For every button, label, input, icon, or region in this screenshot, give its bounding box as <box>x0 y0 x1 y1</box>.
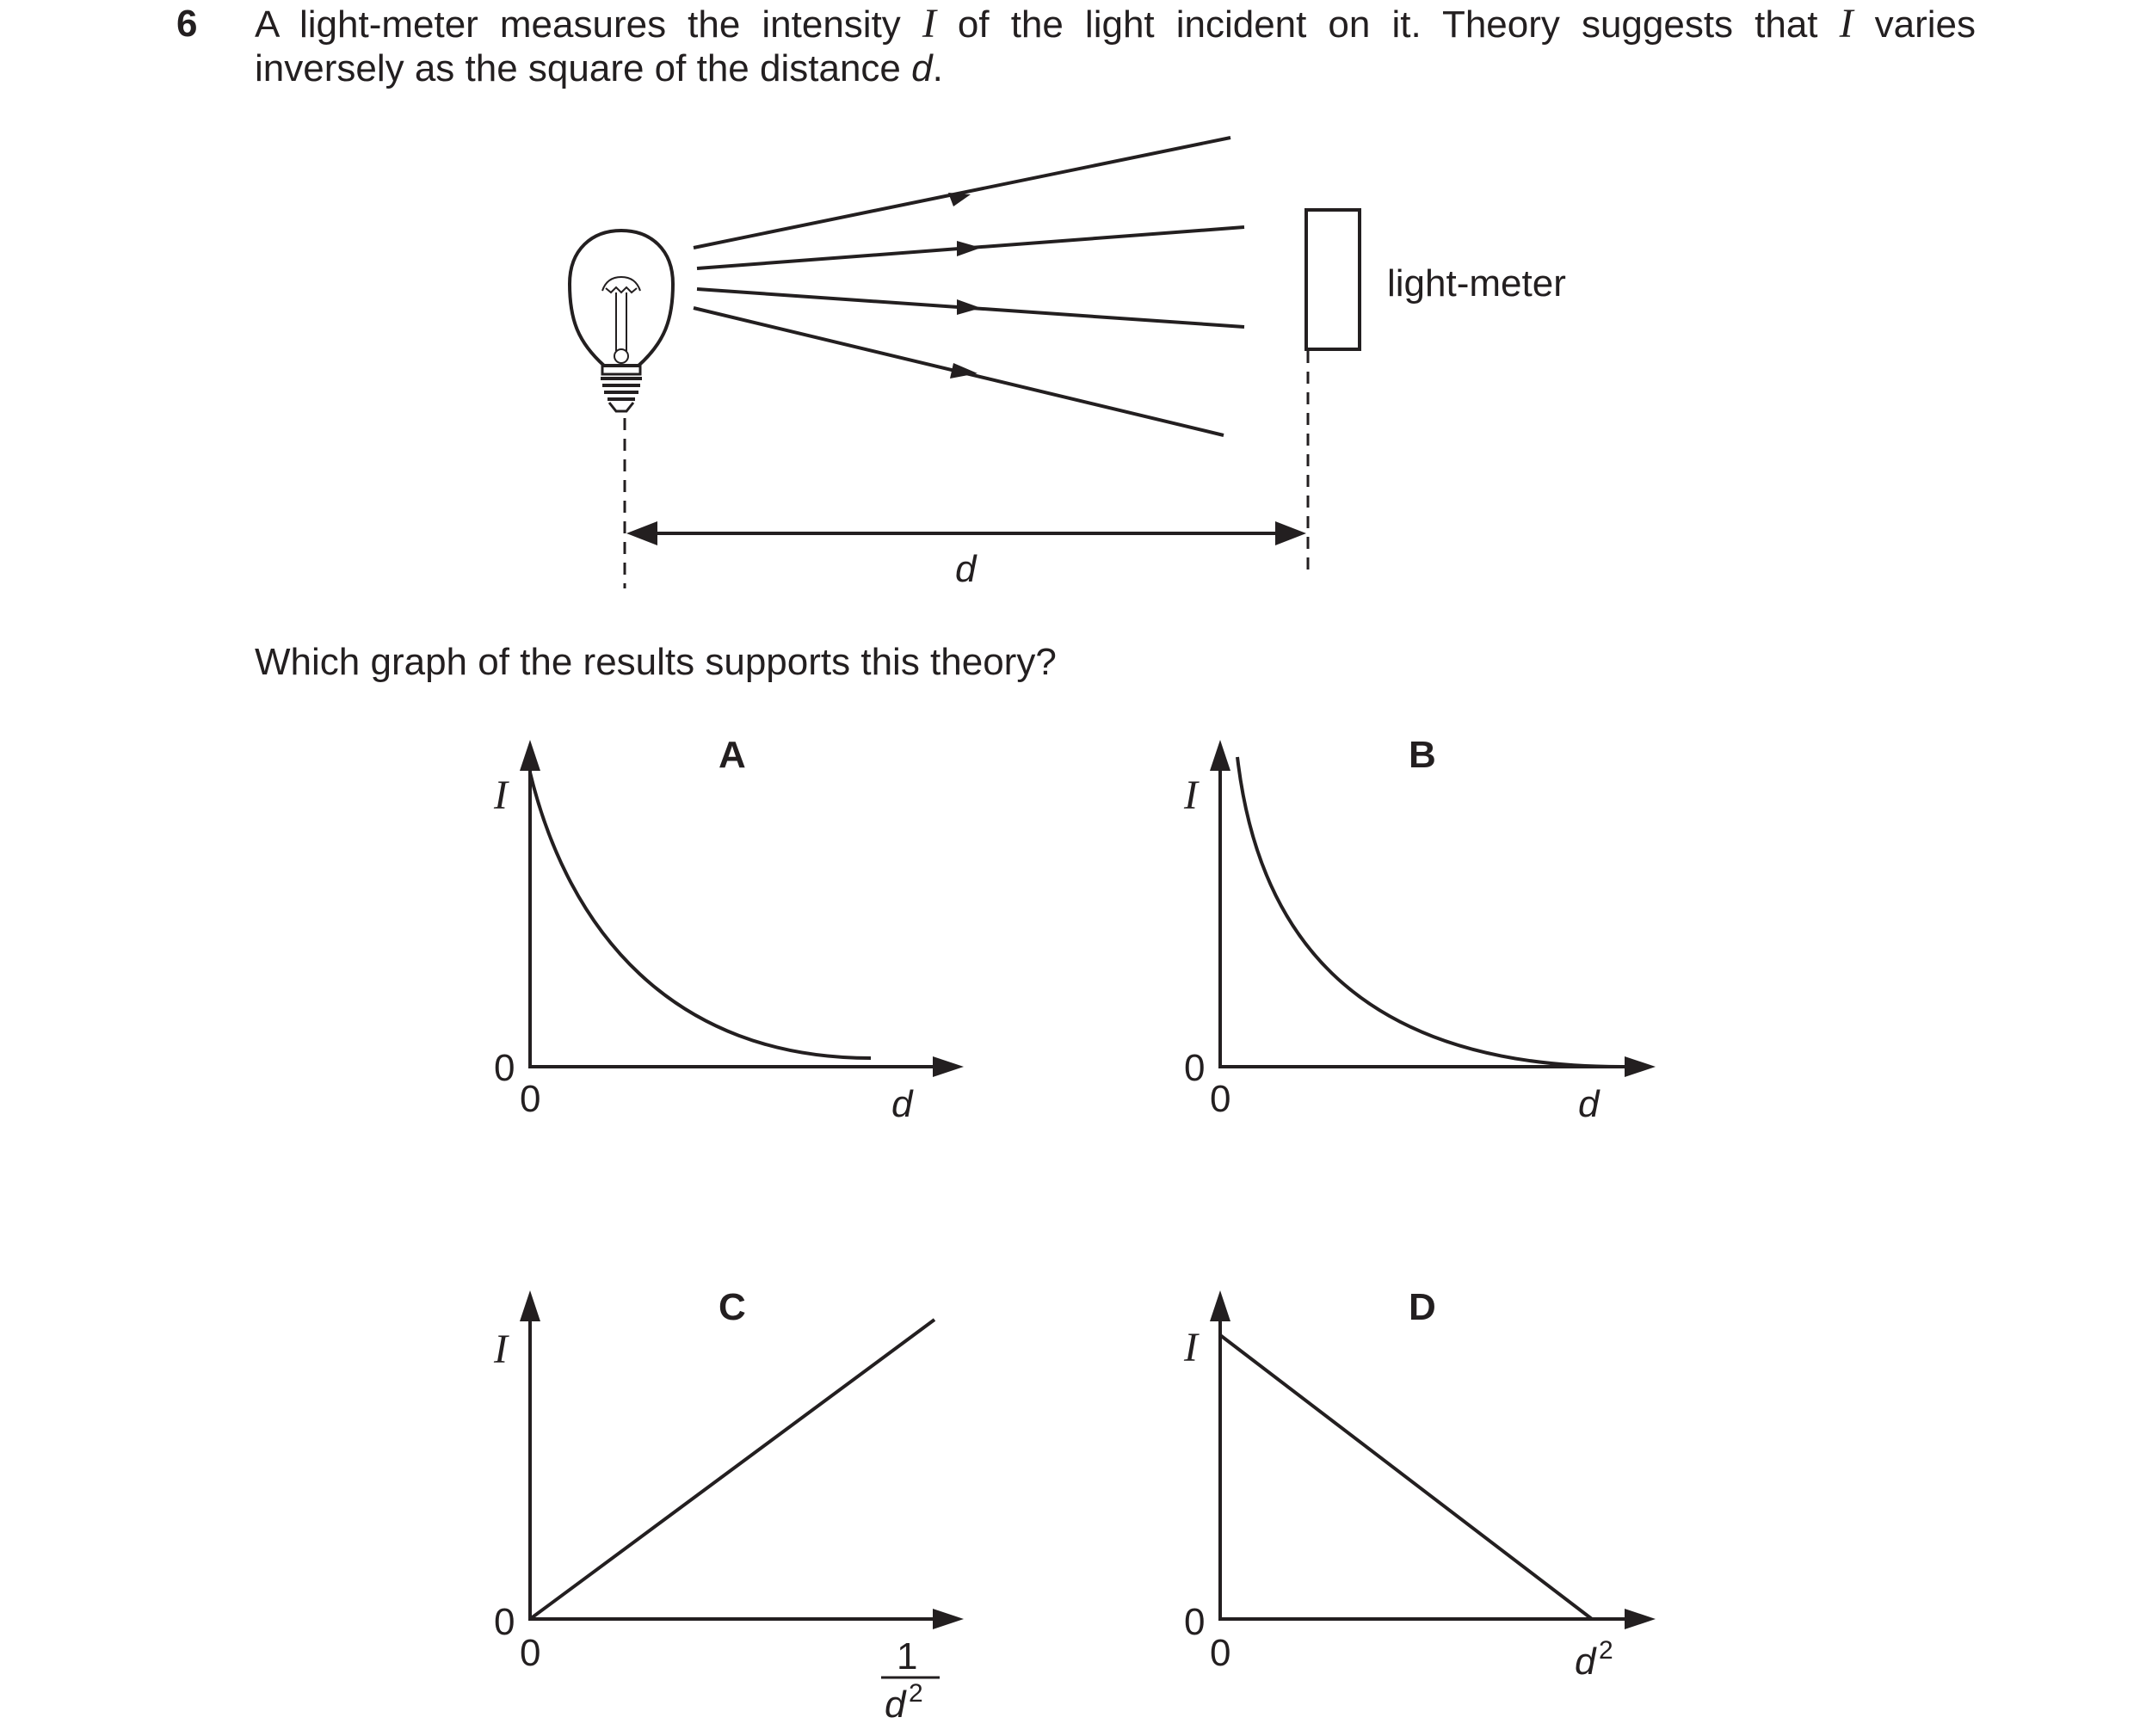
y-origin-label: 0 <box>494 1601 515 1643</box>
graph-letter: C <box>719 1286 746 1328</box>
x-origin-label: 0 <box>1210 1632 1231 1674</box>
y-origin-label: 0 <box>1184 1047 1206 1089</box>
y-axis-arrow-icon <box>520 1290 540 1321</box>
x-axis-label: d <box>1575 1641 1596 1683</box>
y-axis-arrow-icon <box>520 740 540 771</box>
x-axis-label-denominator: d <box>885 1684 906 1726</box>
ray-arrow-icon <box>957 241 981 256</box>
graph-b <box>1183 734 1656 1125</box>
y-axis-label: I <box>1184 773 1198 818</box>
ray-arrowheads <box>948 193 981 379</box>
x-axis-label-exponent: 2 <box>1599 1636 1613 1665</box>
ray <box>694 138 1230 248</box>
light-meter <box>1306 210 1360 349</box>
x-origin-label: 0 <box>1210 1078 1231 1120</box>
x-axis-arrow-icon <box>1625 1609 1656 1629</box>
distance-label: d <box>955 548 977 590</box>
y-axis-label: I <box>494 773 508 818</box>
light-meter-label: light-meter <box>1387 262 1566 305</box>
x-axis-label: d <box>1578 1083 1600 1125</box>
x-origin-label: 0 <box>520 1632 541 1674</box>
x-axis-label-numerator: 1 <box>897 1635 918 1678</box>
y-axis-arrow-icon <box>1210 740 1230 771</box>
x-axis-arrow-icon <box>933 1609 964 1629</box>
graph-letter: A <box>719 734 746 776</box>
x-axis-label: d <box>891 1083 913 1125</box>
arrow-left-icon <box>626 521 657 545</box>
symbol-intensity: I <box>922 1 936 46</box>
straight-line <box>530 1320 934 1619</box>
graph-letter: D <box>1409 1286 1436 1328</box>
arrow-right-icon <box>1275 521 1306 545</box>
symbol-intensity: I <box>1839 1 1853 46</box>
x-origin-label: 0 <box>520 1078 541 1120</box>
light-rays <box>694 138 1244 435</box>
straight-line <box>1220 1335 1592 1619</box>
x-axis-arrow-icon <box>1625 1056 1656 1077</box>
light-bulb-icon <box>570 231 673 411</box>
graph-a <box>493 734 964 1125</box>
graph-letter: B <box>1409 734 1436 776</box>
curve <box>530 773 871 1058</box>
y-axis-label: I <box>1184 1325 1198 1370</box>
question-stem-line1: A light-meter measures the intensity I of the light incident on it. Theory suggests that I varies <box>255 1 1977 46</box>
graph-c <box>493 1286 964 1726</box>
x-axis-label-exponent: 2 <box>909 1679 923 1708</box>
y-origin-label: 0 <box>494 1047 515 1089</box>
x-axis-arrow-icon <box>933 1056 964 1077</box>
question-number: 6 <box>176 3 198 45</box>
symbol-distance: d <box>911 47 933 89</box>
y-axis-arrow-icon <box>1210 1290 1230 1321</box>
ray-arrow-icon <box>957 299 981 315</box>
graph-d <box>1183 1286 1656 1683</box>
curve <box>1237 757 1621 1067</box>
ray-arrow-icon <box>948 193 971 206</box>
y-origin-label: 0 <box>1184 1601 1206 1643</box>
y-axis-label: I <box>494 1327 508 1372</box>
light-diagram <box>570 138 1566 590</box>
question-prompt: Which graph of the results supports this theory? <box>255 641 1057 683</box>
question-stem-line2: inversely as the square of the distance d. <box>255 47 943 89</box>
